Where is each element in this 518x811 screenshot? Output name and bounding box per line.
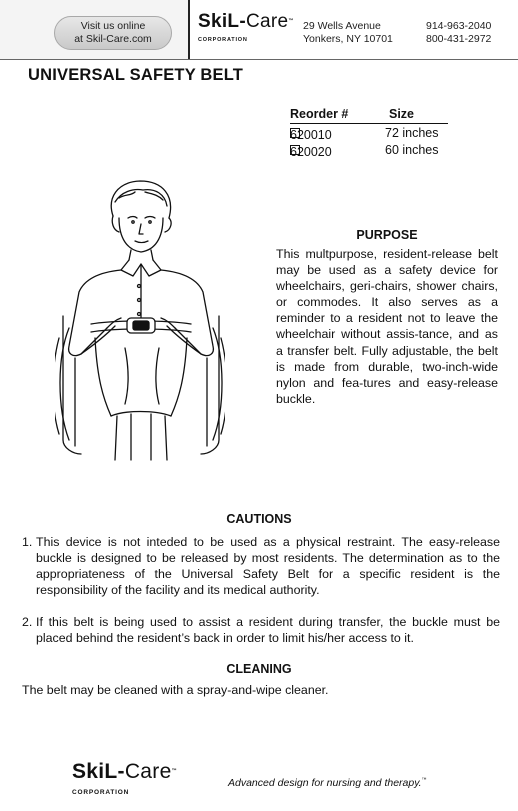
footer-logo [72, 761, 177, 803]
caution-number: 2. [22, 615, 33, 629]
caution-item [22, 534, 500, 598]
footer-tagline [228, 777, 427, 789]
header-rule [0, 59, 518, 60]
company-phones [426, 20, 491, 46]
reorder-col-size: Size [389, 107, 415, 121]
tagline-trademark: ™ [421, 777, 427, 783]
company-address [303, 20, 393, 46]
purpose-text: This multpurpose, resident-release belt may be used as a safety device for wheelchairs, geri-chairs, shower chairs, or commodes. It also serves as a reminder to a resident not to leave the wheelchair without assis-tance, and as a transfer belt. Fully adjustable, the belt is made from durable, two-inch-wide nylon and fea-tures and easy-release buckle. [276, 247, 498, 406]
phone-2: 800-431-2972 [426, 33, 492, 45]
address-line-2: Yonkers, NY 10701 [303, 33, 393, 45]
tagline-text: Advanced design for nursing and therapy. [228, 777, 422, 789]
reorder-number: 620010 [290, 128, 332, 142]
visit-line-2: at Skil-Care.com [74, 33, 152, 45]
logo-trademark: ™ [288, 18, 294, 24]
website-badge[interactable] [54, 16, 172, 50]
footer-logo-corporation: CORPORATION [72, 789, 130, 796]
reorder-row [290, 141, 448, 158]
company-logo [198, 12, 294, 50]
reorder-size: 72 inches [385, 126, 439, 140]
caution-text: If this belt is being used to assist a resident during transfer, the buckle must be placed behind the resident’s back in order to limit his/her access to it. [36, 615, 500, 645]
purpose-heading: PURPOSE [356, 228, 418, 242]
footer-logo-word: SkiL- [72, 760, 125, 783]
logo-corporation: CORPORATION [198, 37, 248, 43]
footer-logo-trademark: ™ [171, 768, 177, 774]
caution-number: 1. [22, 535, 33, 549]
reorder-table [290, 107, 448, 158]
reorder-number: 620020 [290, 145, 332, 159]
caution-text: This device is not inteded to be used as a physical restraint. The easy-release buckle is designed to be released by most residents. The determination as to the appropriateness of the Universal Safety Belt for a specific resident is the responsibility of the facility and its medical authority. [36, 535, 500, 597]
footer-logo-word-care: Care [124, 760, 172, 783]
header-divider [188, 0, 190, 60]
visit-line-1: Visit us online [80, 20, 146, 32]
resident-wheelchair-illustration [55, 178, 225, 468]
reorder-row [290, 124, 448, 141]
caution-item [22, 614, 500, 646]
reorder-header [290, 107, 448, 124]
page-title: UNIVERSAL SAFETY BELT [28, 66, 244, 84]
address-line-1: 29 Wells Avenue [303, 20, 381, 32]
reorder-col-number: Reorder # [290, 107, 349, 121]
logo-word: SkiL- [198, 11, 246, 32]
cleaning-heading: CLEANING [226, 662, 292, 676]
phone-1: 914-963-2040 [426, 20, 492, 32]
page-header [0, 0, 518, 60]
cautions-heading: CAUTIONS [226, 512, 292, 526]
reorder-size: 60 inches [385, 143, 439, 157]
logo-word-care: Care [245, 11, 289, 32]
cleaning-text: The belt may be cleaned with a spray-and-wipe cleaner. [22, 683, 329, 697]
